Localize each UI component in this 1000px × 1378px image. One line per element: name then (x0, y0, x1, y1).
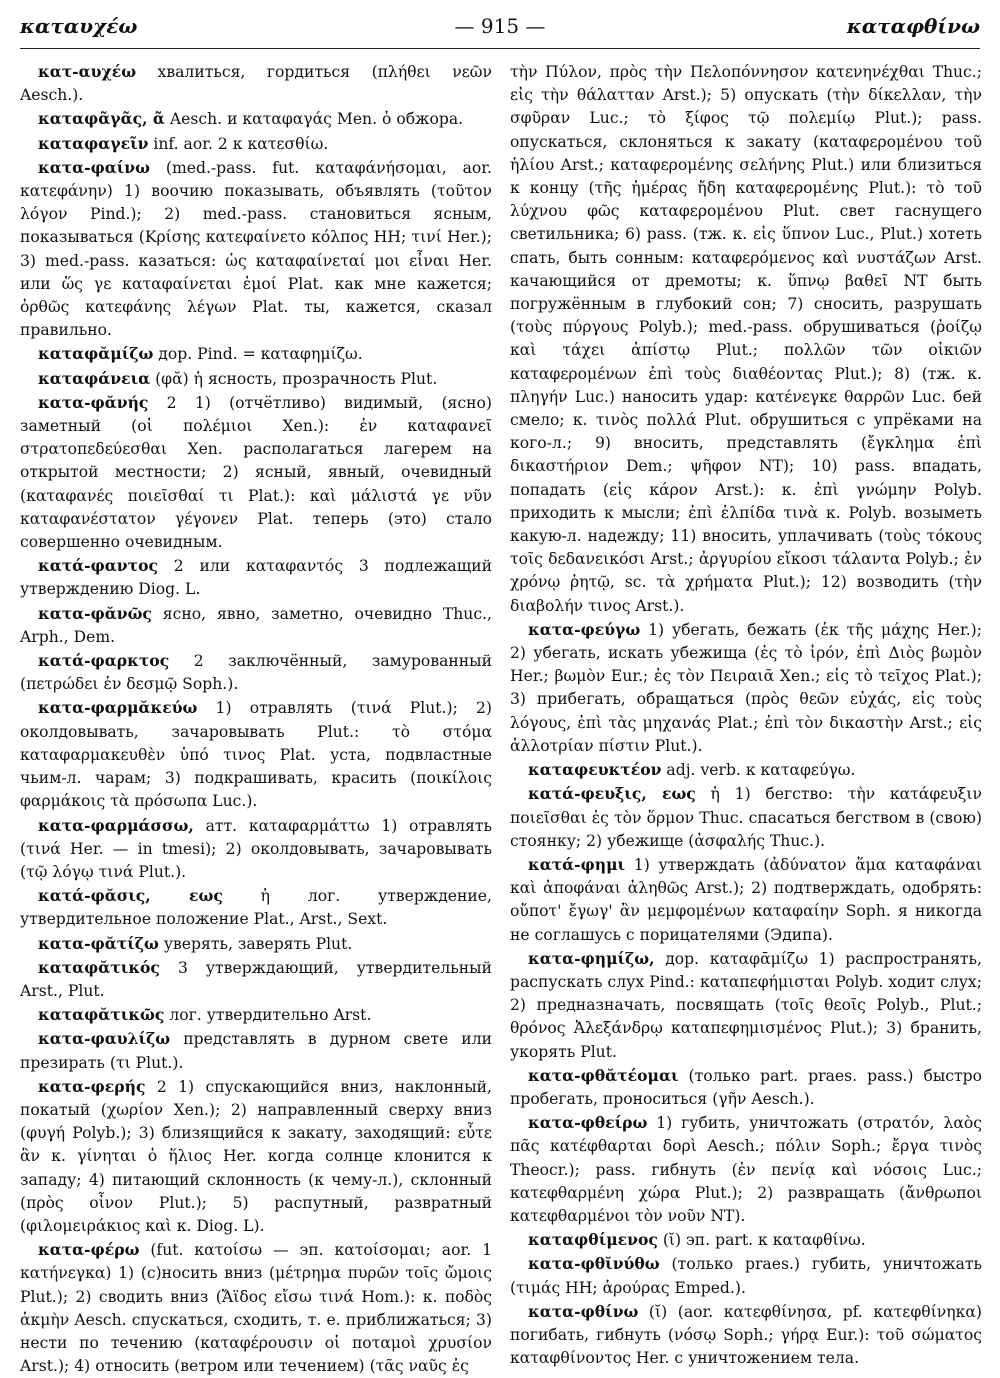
entry-definition: (только part. praes. pass.) быстро пробегать, проноситься (γῆν Aesch.). (510, 1066, 982, 1108)
entry-definition: ἡ лог. утверждение, утвердительное положение Plat., Arst., Sext. (20, 887, 492, 929)
entry-definition: уверять, заверять Plut. (158, 934, 353, 953)
running-headword-left: καταυχέω (20, 14, 138, 38)
dictionary-entry (20, 602, 492, 649)
entry-headword: κατα-φέρω (38, 1240, 140, 1260)
page-number: — 915 — (454, 14, 546, 38)
entry-definition: Aesch. и καταφαγάς Men. ὁ обжора. (164, 110, 464, 129)
left-column (20, 60, 492, 1378)
entry-headword: κατα-φερής (38, 1076, 146, 1096)
entry-definition: лог. утвердительно Arst. (164, 1006, 372, 1025)
dictionary-entry (20, 367, 492, 391)
entry-definition: 1) утверждать (ἀδύνατον ἅμα καταφάναι καὶ ἀποφάναι ἀληθῶς Arst.); 2) подтверждать, одобрять: οὔποτ' ἔγωγ' ἂν μεμφομένων καταφαίην Soph. я никогда не соглашусь с порицателями (Эдипа). (510, 855, 982, 944)
dictionary-entry (20, 956, 492, 1003)
running-headword-right: καταφθίνω (846, 14, 980, 38)
entry-definition: ясно, явно, заметно, очевидно Thuc., Arph., Dem. (20, 604, 492, 646)
entry-definition: атт. καταφαρμάττω 1) отравлять (τινά Her. — in tmesi); 2) околдовывать, зачаровывать (τῷ λόγῳ τινά Plut.). (20, 816, 492, 881)
entry-definition: хвалиться, гордиться (πλήθει νεῶν Aesch.). (20, 63, 492, 105)
entry-headword: κατα-φεύγω (528, 619, 641, 639)
entry-definition: (φᾰ) ἡ ясность, прозрачность Plut. (150, 369, 438, 388)
entry-headword: κατα-φᾰνῶς (38, 603, 152, 623)
entry-definition: (fut. κατοίσω — эп. κατοίσομαι; aor. 1 κατήνεγκα) 1) (с)носить вниз (μέτρημα πυρῶν τοῖς ὤμοις Plut.); 2) сводить вниз (Ἄϊδος εἴσω τινά Hom.): κ. ποδὸς ἀκμὴν Aesch. спускаться, сходить, т. е. приближаться; 3) нести по течению (καταφέρουσιν οἱ ποταμοὶ χρυσίον Arst.); 4) относить (ветром или течением) (τᾶς ναῦς ἐς (20, 1241, 492, 1376)
dictionary-entry (510, 853, 982, 947)
entry-definition: (ῐ) (aor. κατεφθίνησα, pf. κατεφθίνηκα) погибать, гибнуть (νόσῳ Soph.; γήρᾳ Eur.): τοῦ σώματος καταφθίνοντος Her. с уничтожением тела. (510, 1302, 982, 1368)
entry-headword: κατα-φημίζω, (528, 948, 655, 968)
entry-definition: ἡ 1) бегство: τὴν κατάφευξιν ποιεῖσθαι ἐς τὸν ὅρμον Thuc. спасаться бегством в (свою) стоянку; 2) убежище (ἀσφαλής Thuc.). (510, 785, 982, 850)
entry-definition: 2 заключённый, замурованный (πετρώδει ἐν δεσμῷ Soph.). (20, 652, 492, 694)
dictionary-entry (20, 1238, 492, 1378)
entry-definition: 1) губить, уничтожать (στρατόν, λαὸς πᾶς κατέφθαρται δορὶ Aesch.; πόλιν Soph.; ἔργα τινὸς Theocr.); pass. гибнуть (ἐν πενίᾳ καὶ νόσοις Luc.; κατεφθαρμένη χώρα Plut.); 2) развращать (ἄνθρωποι κατεφθαρμένοι τὸν νοῦν NT). (510, 1114, 982, 1225)
entry-definition: (ῐ) эп. part. к καταφθίνω. (657, 1231, 866, 1250)
entry-headword: κατ-αυχέω (38, 62, 137, 81)
dictionary-entry (20, 932, 492, 956)
entry-headword: κατα-φθᾰτέομαι (528, 1065, 679, 1085)
dictionary-entry (20, 342, 492, 366)
right-column (510, 60, 982, 1370)
dictionary-entry (20, 1027, 492, 1074)
dictionary-entry (20, 156, 492, 343)
entry-definition: дор. Pind. = καταφημίζω. (153, 345, 363, 364)
dictionary-entry (20, 1003, 492, 1027)
dictionary-entry (510, 1228, 982, 1252)
entry-headword: κατα-φθείρω (528, 1113, 648, 1133)
entry-headword: καταφευκτέον (528, 760, 662, 780)
entry-headword: καταφθίμενος (528, 1230, 658, 1250)
entry-definition: 3 утверждающий, утвердительный Arst., Plut. (20, 958, 492, 1000)
dictionary-entry (510, 1111, 982, 1228)
entry-definition: (med.-pass. fut. καταφάνήσομαι, aor. κατεφάνην) 1) воочию показывать, объявлять (τοῦτον λόγον Pind.); 2) med.-pass. становиться ясным, показываться (Κρίσης κατεφαίνετο κόλπος HH; τινί Her.); 3) med.-pass. казаться: ὡς καταφαίνεταί μοι εἶναι Her. или ὥς γε καταφαίνεται ἐμοί Plat. как мне кажется; ὀρθῶς κατεφάνης λέγων Plat. ты, кажется, сказал правильно. (20, 158, 492, 340)
entry-definition: 2 1) (отчётливо) видимый, (ясно) заметный (οἱ πολέμιοι Xen.): ἐν καταφανεῖ στρατοπεδεύεσθαι Xen. располагаться лагерем на открытой местности; 2) ясный, явный, очевидный (καταφανές ποιεῖσθαί τι Plat.): καὶ μάλιστά γε νῦν καταφανέστατον γέγονεν Plat. теперь (это) стало совершенно очевидным. (20, 393, 492, 552)
entry-headword: κατα-φᾰτίζω (38, 933, 159, 953)
entry-headword: κατά-φαρκτος (38, 651, 170, 671)
entry-headword: καταφᾰμίζω (38, 344, 154, 364)
dictionary-entry (20, 107, 492, 131)
dictionary-entry (510, 1252, 982, 1299)
entry-headword: κατα-φθίνω (528, 1301, 639, 1321)
dictionary-entry (20, 696, 492, 813)
dictionary-entry (20, 884, 492, 931)
entry-headword: καταφάνεια (38, 368, 151, 388)
dictionary-entry (20, 649, 492, 696)
entry-headword: κατά-φευξις, εως (528, 784, 696, 804)
entry-definition: 1) отравлять (τινά Plut.); 2) околдовывать, зачаровывать Plut.: τὸ στόμα καταφαρμακευθὲν ὑπό τινος Plat. уста, подвластные чьим-л. чарам; 3) подкрашивать, красить (ποικίλοις φαρμάκοις τὰ πρόσωπα Luc.). (20, 699, 492, 811)
entry-headword: κατά-φαντος (38, 556, 158, 576)
dictionary-entry (510, 947, 982, 1064)
entry-headword: καταφᾶγᾶς, ᾶ (38, 109, 165, 129)
dictionary-entry (510, 782, 982, 853)
dictionary-entry (20, 814, 492, 885)
entry-definition: τὴν Πύλον, πρὸς τὴν Πελοπόννησον κατενηνέχθαι Thuc.; εἰς τὴν θάλατταν Arst.); 5) опускать (τὴν δίκελλαν, τὴν σφῦραν Luc.; τὸ ξίφος τῷ πολεμίῳ Plut.); pass. опускаться, склоняться к закату (καταφερομένου τοῦ ἡλίου Arst.; καταφερομένης σελήνης Plut.) или близиться к концу (τῆς ἡμέρας ἤδη καταφερομένης Plut.): τὸ τοῦ λύχνου φῶς καταφερομένου Plut. свет гаснущего светильника; 6) pass. (тж. κ. εἰς ὕπνον Luc., Plut.) хотеть спать, быть сонным: καταφερόμενος καὶ νυστάζων Arst. качающийся от дремоты; κ. ὕπνῳ βαθεῖ NT быть погружённым в глубокий сон; 7) сносить, разрушать (τοὺς πύργους Polyb.); med.-pass. обрушиваться (ῥοίζῳ καὶ τάχει ἀπίστῳ Plut.; πολλῶν τῶν οἰκιῶν καταφερομένων ἐπὶ τοὺς διαθέοντας Plut.); 8) (тж. κ. πληγήν Luc.) наносить удар: κατένεγκε θαρρῶν Luc. бей смело; κ. τινὸς πολλά Plut. обрушиться с упрёками на кого-л.; 9) вносить, представлять (ἔγκλημα ἐπὶ δικαστήριον Dem.; ψῆφον NT); 10) pass. впадать, попадать (εἰς κάρον Arst.): κ. ἐπὶ γνώμην Polyb. приходить к мысли; ἐπὶ ἐλπίδα τινὰ κ. Polyb. возыметь какую-л. надежду; 11) вносить, уплачивать (τοὺς τόκους τοῖς δεδανεικόσι Arst.; ἀργυρίου εἴκοσι τάλαντα Polyb.; ἐν χρόνῳ ῥητῷ, sc. τὰ χρήματα Plut.); 12) возводить (τὴν διαβολήν τινος Arst.). (510, 63, 982, 615)
dictionary-entry (20, 132, 492, 156)
entry-headword: καταφᾰτικῶς (38, 1005, 165, 1025)
entry-definition: представлять в дурном свете или презирать (τι Plut.). (20, 1030, 492, 1072)
entry-headword: κατά-φημι (528, 854, 626, 874)
entry-headword: κατα-φαυλίζω (38, 1029, 171, 1049)
entry-headword: κατά-φᾰσις, εως (38, 886, 223, 906)
entry-headword: καταφᾰτικός (38, 957, 160, 977)
entry-definition: 2 или καταφαντός 3 подлежащий утверждению Diog. L. (20, 557, 492, 599)
entry-headword: κατα-φθῐνύθω (528, 1254, 660, 1274)
dictionary-entry (20, 1075, 492, 1238)
dictionary-entry (20, 391, 492, 554)
dictionary-entry (510, 758, 982, 782)
dictionary-entry (510, 60, 982, 618)
entry-definition: 1) убегать, бежать (ἐκ τῆς μάχης Her.); 2) убегать, искать убежища (ἐς τὸ ἱρόν, ἐπὶ Διὸς βωμὸν Her.; βωμὸν Eur.; ἐς τὸν Πειραιᾶ Xen.; εἰς τὸ τεῖχος Plat.); 3) прибегать, обращаться (πρὸς θεῶν εὐχάς, εἰς τοὺς λόγους, ἐπὶ τὰς μηχανάς Plat.; ἐπὶ τὸν δικαστὴν Arst.; εἰς ἀλλοτρίαν πίστιν Plut.). (510, 620, 982, 755)
entry-definition: adj. verb. к καταφεύγω. (661, 761, 856, 780)
entry-headword: κατα-φαρμᾰκεύω (38, 698, 198, 718)
entry-definition: 2 1) спускающийся вниз, наклонный, покатый (χωρίον Xen.); 2) направленный сверху вниз (φυγή Polyb.); 3) близящийся к закату, заходящий: εὖτε ἂν κ. γίνηται ὁ ἥλιος Her. когда солнце клонится к западу; 4) питающий склонность (к чему-л.), склонный (πρὸς οἶνον Plut.); 5) распутный, развратный (φιλομειράκιος καὶ κ. Diog. L). (20, 1077, 492, 1235)
entry-headword: καταφαγεῖν (38, 133, 149, 153)
dictionary-entry (20, 60, 492, 107)
dictionary-entry (20, 554, 492, 601)
dictionary-entry (510, 1064, 982, 1111)
entry-headword: κατα-φαρμάσσω, (38, 815, 194, 835)
entry-definition: (только praes.) губить, уничтожать (τιμάς HH; ἀρούρας Emped.). (510, 1255, 982, 1297)
dictionary-entry (510, 618, 982, 758)
entry-definition: inf. aor. 2 к κατεσθίω. (148, 134, 329, 153)
entry-headword: κατα-φᾰνής (38, 392, 149, 412)
dictionary-entry (510, 1300, 982, 1371)
entry-definition: дор. καταφᾱμίζω 1) распространять, распускать слух Pind.: καταπεφήμισται Polyb. ходит слух; 2) предназначать, посвящать (τοῖς θεοῖς Polyb., Plut.; θρόνος Ἀλεξάνδρῳ καταπεφημισμένος Plut.); 3) бранить, укорять Plut. (510, 949, 982, 1061)
page-header (20, 14, 980, 44)
header-rule (20, 48, 980, 49)
entry-headword: κατα-φαίνω (38, 157, 150, 177)
